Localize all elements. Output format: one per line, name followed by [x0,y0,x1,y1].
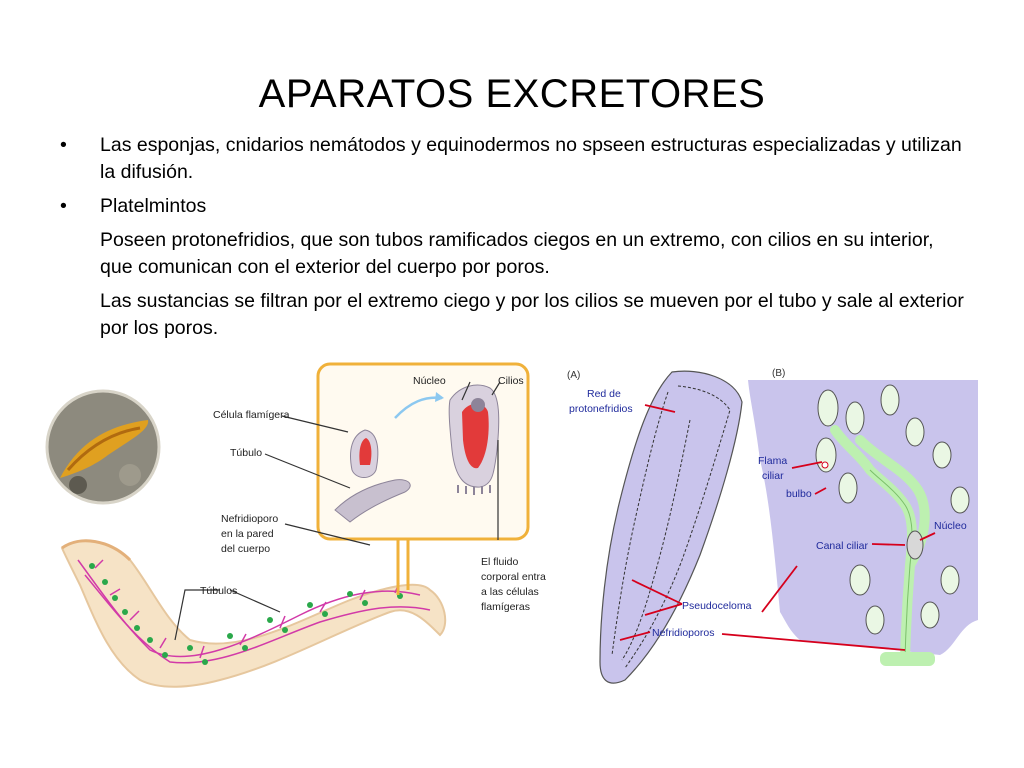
label-nucleo-right: Núcleo [934,520,967,532]
label-fluido-3: a las células [481,586,539,598]
label-fluido-1: El fluido [481,556,519,568]
bullet-paragraph-2 [60,193,970,220]
label-flama: Flama [758,455,788,467]
label-nefridioporo-2: en la pared [221,528,274,540]
label-ciliar: ciliar [762,470,784,482]
label-fluido-2: corporal entra [481,571,546,583]
flatworm-photo [47,391,159,503]
paragraph-text: Platelmintos [100,195,207,217]
label-tubulo: Túbulo [230,447,263,459]
flatworm-illustration [47,364,546,687]
paragraph-text: Las esponjas, cnidarios nemátodos y equinodermos no spseen estructuras especializadas y utilizan la difusión. [100,134,962,183]
bullet-marker: • [60,195,67,217]
label-nefridioporos: Nefridioporos [652,627,715,639]
label-canal-ciliar: Canal ciliar [816,540,868,552]
sub-paragraph-1 [60,227,970,281]
panel-b-label: (B) [772,368,786,379]
paragraph-text: Poseen protonefridios, que son tubos ramificados ciegos en un extremo, con cilios en su interior, que comunican con el exterior del cuerpo por poros. [100,229,934,278]
label-nefridioporo-1: Nefridioporo [221,513,279,525]
protonephridia-diagram [565,360,985,690]
label-nucleo-left: Núcleo [413,375,446,387]
panel-a-label: (A) [567,370,581,381]
label-nefridioporo-3: del cuerpo [221,543,271,555]
label-tubulos: Túbulos [200,585,238,597]
label-bulbo: bulbo [786,488,812,500]
slide-body [60,132,970,349]
label-cilios: Cilios [498,375,524,387]
label-red-de: Red de [587,388,621,400]
slide-title: APARATOS EXCRETORES [258,72,766,116]
label-pseudoceloma: Pseudoceloma [682,600,752,612]
paragraph-text: Las sustancias se filtran por el extremo ciego y por los cilios se mueven por el tubo y sale al exterior por los poros. [100,290,964,339]
sub-paragraph-2 [60,288,970,342]
label-celula-flamigera: Célula flamígera [213,409,290,421]
label-protonefridios: protonefridios [569,403,633,415]
bullet-marker: • [60,134,67,156]
flatworm-body [62,541,445,687]
figures-area [0,355,1024,715]
label-fluido-4: flamígeras [481,601,531,613]
bullet-paragraph-1 [60,132,970,186]
